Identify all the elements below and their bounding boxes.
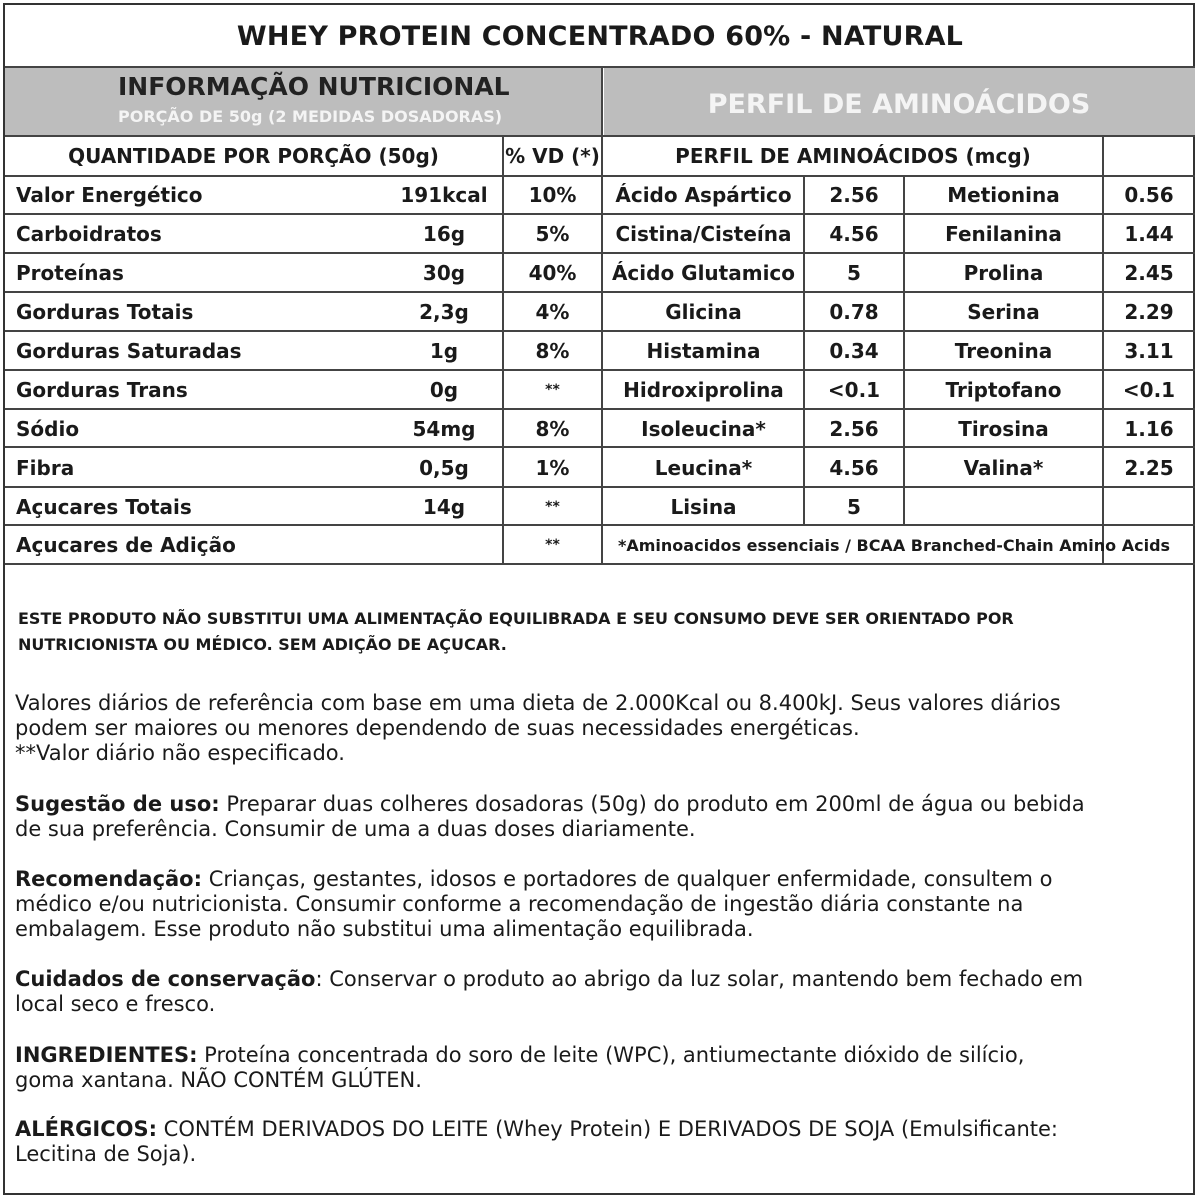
nutrient-qty: 16g [422,222,466,246]
nutrient-vd: ** [545,499,560,515]
amino-name: Leucina* [654,456,753,480]
divider [5,369,1195,371]
divider [5,135,1195,137]
nutrient-vd: ** [545,382,560,398]
ingredients-label: INGREDIENTES: [15,1043,198,1067]
amino-name: Histamina [646,339,761,363]
amino-name: Treonina [954,339,1053,363]
amino-value: 3.11 [1124,339,1174,363]
nutrient-qty: 0,5g [419,456,469,480]
amino-value: 0.56 [1124,183,1174,207]
nutrient-vd: 4% [535,300,570,324]
nutrient-vd: 40% [528,261,577,285]
amino-name: Cistina/Cisteína [615,222,792,246]
nutrient-name: Proteínas [16,261,124,285]
amino-name: Isoleucina* [641,417,766,441]
amino-name: Ácido Aspártico [615,183,792,207]
recommendation-section [15,867,1115,942]
col-header-amino: PERFIL DE AMINOÁCIDOS (mcg) [675,144,1031,168]
ingredients-section [15,1043,1085,1093]
nutrient-name: Fibra [16,456,75,480]
amino-name: Ácido Glutamico [611,261,796,285]
amino-value: 2.56 [829,417,879,441]
usage-section [15,792,1105,842]
allergens-section [15,1117,1115,1167]
nutrient-vd: 1% [535,456,570,480]
divider [5,408,1195,410]
amino-name: Valina* [963,456,1044,480]
amino-heading: PERFIL DE AMINOÁCIDOS [707,89,1091,120]
col-header-quantity: QUANTIDADE POR PORÇÃO (50g) [68,144,439,168]
nutrition-subheading: PORÇÃO DE 50g (2 MEDIDAS DOSADORAS) [118,107,503,126]
divider [5,291,1195,293]
disclaimer: ESTE PRODUTO NÃO SUBSTITUI UMA ALIMENTAÇÃO EQUILIBRADA E SEU CONSUMO DEVE SER ORIENTADO POR NUTRICIONISTA OU MÉDICO. SEM ADIÇÃO DE AÇUCAR. [18,609,1014,654]
nutrient-qty: 191kcal [400,183,488,207]
amino-name: Serina [967,300,1040,324]
nutrient-vd: 8% [535,339,570,363]
nutrient-qty: 54mg [412,417,476,441]
reference-note: **Valor diário não especificado. [15,741,345,765]
amino-value: 1.16 [1124,417,1174,441]
divider [5,175,1195,177]
nutrient-vd: 10% [528,183,577,207]
amino-value: <0.1 [1122,378,1176,402]
nutrient-vd: 8% [535,417,570,441]
storage-section [15,967,1125,1017]
recommendation-text: Crianças, gestantes, idosos e portadores de qualquer enfermidade, consultem o médico e/ou nutricionista. Consumir conforme a recomendação de ingestão diária constante na embalagem. Esse produto não substitui uma alimentação equilibrada. [15,867,1053,941]
amino-value: 2.56 [829,183,879,207]
nutrient-qty: 1g [429,339,459,363]
divider [601,66,603,564]
amino-value: 2.45 [1124,261,1174,285]
amino-value: 1.44 [1124,222,1174,246]
nutrient-name: Carboidratos [16,222,162,246]
amino-value: 2.29 [1124,300,1174,324]
allergens-text: CONTÉM DERIVADOS DO LEITE (Whey Protein) E DERIVADOS DE SOJA (Emulsificante: Lecitina de Soja). [15,1117,1058,1166]
amino-value: 0.34 [829,339,879,363]
nutrient-name: Gorduras Totais [16,300,194,324]
nutrient-qty: 30g [422,261,466,285]
storage-text: : Conservar o produto ao abrigo da luz solar, mantendo bem fechado em local seco e fresco. [15,967,1084,1016]
ingredients-text: Proteína concentrada do soro de leite (WPC), antiumectante dióxido de silício, goma xantana. NÃO CONTÉM GLÚTEN. [15,1043,1025,1092]
nutrient-qty: 14g [422,495,466,519]
storage-label: Cuidados de conservação [15,967,316,991]
nutrient-vd: 5% [535,222,570,246]
amino-value: 0.78 [829,300,879,324]
nutrient-name: Valor Energético [16,183,203,207]
amino-value: 2.25 [1124,456,1174,480]
nutrient-qty: 2,3g [419,300,469,324]
nutrient-vd: ** [545,537,560,553]
divider [5,330,1195,332]
amino-name: Lisina [670,495,737,519]
nutrient-qty: 0g [429,378,459,402]
allergens-label: ALÉRGICOS: [15,1117,157,1141]
amino-name: Fenilanina [945,222,1062,246]
nutrient-name: Açucares Totais [16,495,192,519]
amino-value: 4.56 [829,456,879,480]
nutrient-name: Gorduras Trans [16,378,188,402]
amino-value: 5 [847,495,861,519]
nutrient-name: Sódio [16,417,80,441]
amino-name: Triptofano [945,378,1062,402]
amino-name: Glicina [665,300,742,324]
nutrition-heading: INFORMAÇÃO NUTRICIONAL [118,72,510,101]
divider [5,446,1195,448]
usage-label: Sugestão de uso: [15,792,220,816]
amino-name: Hidroxiprolina [623,378,784,402]
amino-value: 5 [847,261,861,285]
amino-name: Tirosina [958,417,1049,441]
divider [5,524,1195,526]
recommendation-label: Recomendação: [15,867,203,891]
col-header-vd: % VD (*) [505,144,600,168]
divider [5,252,1195,254]
amino-value: 4.56 [829,222,879,246]
divider [5,213,1195,215]
amino-name: Metionina [947,183,1060,207]
product-title: WHEY PROTEIN CONCENTRADO 60% - NATURAL [236,21,964,52]
nutrient-name: Açucares de Adição [16,533,236,557]
reference-text: Valores diários de referência com base em uma dieta de 2.000Kcal ou 8.400kJ. Seus valores diários podem ser maiores ou menores dependendo de suas necessidades energéticas. [15,691,1061,740]
divider [5,563,1195,565]
nutrient-name: Gorduras Saturadas [16,339,242,363]
amino-name: Prolina [963,261,1044,285]
amino-footnote: *Aminoacidos essenciais / BCAA Branched-Chain Amino Acids [618,536,1171,555]
divider [5,486,1195,488]
usage-text: Preparar duas colheres dosadoras (50g) do produto em 200ml de água ou bebida de sua preferência. Consumir de uma a duas doses diariamente. [15,792,1085,841]
amino-value: <0.1 [827,378,881,402]
